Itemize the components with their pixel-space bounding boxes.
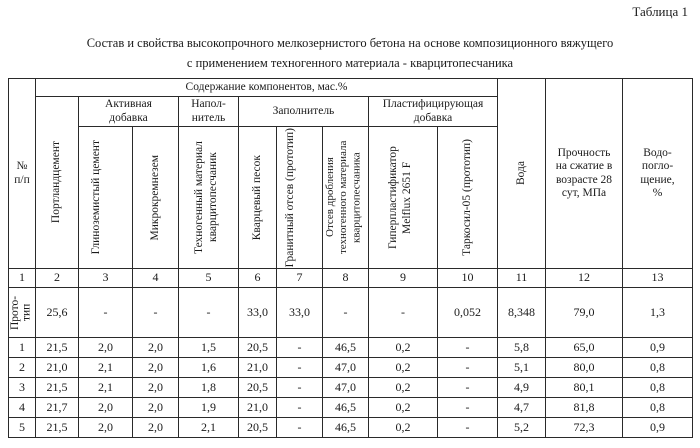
header-technogenic: Техногенный материал кварцитопесчаник <box>179 127 239 269</box>
header-tarkosil: Таркосил-05 (прототип) <box>438 127 498 269</box>
table-row-prototype: Прото-тип 25,6 - - - 33,0 33,0 - - 0,052 8,348 79,0 1,3 <box>9 288 693 338</box>
header-aggregate: Заполнитель <box>239 97 369 127</box>
table-title-line-1: Состав и свойства высокопрочного мелкозернистого бетона на основе композиционного вяжущего <box>86 36 614 50</box>
header-alumina-cement: Глиноземистый цемент <box>79 127 133 269</box>
header-filler: Напол-нитель <box>179 97 239 127</box>
header-num: № п/п <box>9 79 36 269</box>
header-content-group: Содержание компонентов, мас.% <box>36 79 498 97</box>
composition-table <box>8 78 693 438</box>
header-microsilica: Микрокремнезем <box>133 127 179 269</box>
header-plasticizer: Пластифицирующая добавка <box>369 97 498 127</box>
header-portland: Портландцемент <box>36 97 79 269</box>
header-granite: Гранитный отсев (прототип) <box>277 127 323 269</box>
table-label: Таблица 1 <box>632 4 688 19</box>
table-row: 1 21,5 2,0 2,0 1,5 20,5 - 46,5 0,2 - 5,8 65,0 0,9 <box>9 338 693 358</box>
header-water: Вода <box>498 79 546 269</box>
table-row: 2 21,0 2,1 2,0 1,6 21,0 - 47,0 0,2 - 5,1 80,0 0,8 <box>9 358 693 378</box>
header-melflux: Гиперпластификатор Melflux 2651 F <box>369 127 438 269</box>
table-title-line-2: с применением техногенного материала - кварцитопесчаника <box>186 56 514 70</box>
table-row: 4 21,7 2,0 2,0 1,9 21,0 - 46,5 0,2 - 4,7 81,8 0,8 <box>9 398 693 418</box>
column-number-row: 1 2 3 4 5 6 7 8 9 10 11 12 13 <box>9 269 693 288</box>
header-absorption: Водо-погло-щение, % <box>623 79 693 269</box>
header-active-additive: Активная добавка <box>79 97 179 127</box>
table-row: 3 21,5 2,1 2,0 1,8 20,5 - 47,0 0,2 - 4,9 80,1 0,8 <box>9 378 693 398</box>
table-row: 5 21,5 2,0 2,0 2,1 20,5 - 46,5 0,2 - 5,2 72,3 0,9 <box>9 418 693 438</box>
header-crushing: Отсев дробления техногенного материала кварцитопесчаника <box>323 127 369 269</box>
header-quartz-sand: Кварцевый песок <box>239 127 277 269</box>
header-strength: Прочность на сжатие в возрасте 28 сут, МПа <box>546 79 623 269</box>
